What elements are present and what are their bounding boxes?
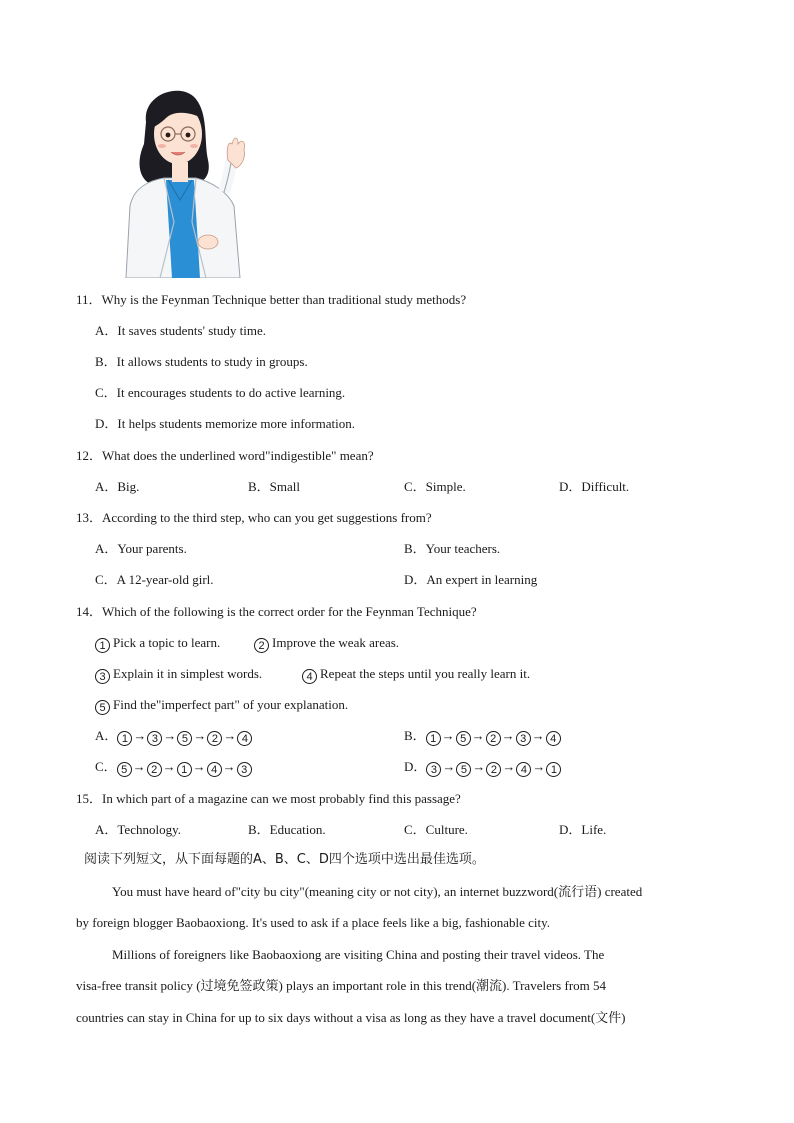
question-15-option-a: A．Technology. [95, 822, 181, 837]
sequence-number: 2 [486, 762, 501, 777]
arrow: → [532, 759, 546, 774]
arrow: → [531, 728, 545, 743]
sequence-number: 1 [177, 762, 192, 777]
step-2 [254, 635, 399, 653]
sequence-number: 3 [516, 731, 531, 746]
arrow: → [222, 759, 236, 774]
question-15-stem: 15．In which part of a magazine can we most probably find this passage? [76, 791, 461, 806]
arrow: → [192, 759, 206, 774]
sequence-number: 1 [426, 731, 441, 746]
sequence-number: 5 [117, 762, 132, 777]
question-12-stem: 12．What does the underlined word"indigestible" mean? [76, 448, 374, 463]
sequence-number: 3 [147, 731, 162, 746]
arrow: → [162, 759, 176, 774]
question-12-option-d: D．Difficult. [559, 479, 630, 494]
sequence-number: 1 [117, 731, 132, 746]
arrow: → [501, 728, 515, 743]
sequence-number: 1 [546, 762, 561, 777]
question-11-option-a: A．It saves students' study time. [95, 323, 266, 338]
question-13-option-a: A．Your parents. [95, 541, 187, 556]
passage-line-5: countries can stay in China for up to six days without a visa as long as they have a travel document(文件) [76, 1010, 626, 1025]
step-text-4: Repeat the steps until you really learn it. [320, 666, 531, 681]
sequence-number: 2 [207, 731, 222, 746]
question-15-option-c: C．Culture. [404, 822, 468, 837]
question-13-option-d: D．An expert in learning [404, 572, 538, 587]
sequence-number: 5 [456, 762, 471, 777]
question-11-option-d: D．It helps students memorize more information. [95, 416, 355, 431]
sequence-number: 4 [516, 762, 531, 777]
question-12-option-c: C．Simple. [404, 479, 466, 494]
question-11-option-c: C．It encourages students to do active learning. [95, 385, 346, 400]
step-4 [302, 666, 530, 684]
step-number-1: 1 [95, 638, 110, 653]
passage-line-1: You must have heard of"city bu city"(meaning city or not city), an internet buzzword(流行语) created [112, 884, 643, 899]
sequence-number: 2 [486, 731, 501, 746]
arrow: → [193, 728, 207, 743]
sequence-number: 3 [426, 762, 441, 777]
question-11-option-b: B．It allows students to study in groups. [95, 354, 308, 369]
sequence-number: 3 [237, 762, 252, 777]
question-14-stem: 14．Which of the following is the correct order for the Feynman Technique? [76, 604, 477, 619]
reading-instruction: 阅读下列短文，从下面每题的A、B、C、D四个选项中选出最佳选项。 [84, 852, 485, 867]
step-number-3: 3 [95, 669, 110, 684]
question-13-stem: 13．According to the third step, who can you get suggestions from? [76, 510, 432, 525]
question-15-option-b: B．Education. [248, 822, 326, 837]
sequence-number: 4 [237, 731, 252, 746]
passage-line-4: visa-free transit policy (过境免签政策) plays an important role in this trend(潮流). Travelers from 54 [76, 978, 607, 993]
option-letter: C． [95, 759, 117, 774]
arrow: → [472, 759, 486, 774]
arrow: → [442, 759, 456, 774]
sequence-number: 5 [177, 731, 192, 746]
option-letter: A． [95, 728, 118, 743]
question-11-stem: 11．Why is the Feynman Technique better than traditional study methods? [76, 292, 467, 307]
arrow: → [132, 759, 146, 774]
question-13-option-b: B．Your teachers. [404, 541, 501, 556]
arrow: → [441, 728, 455, 743]
teacher-illustration [116, 82, 256, 278]
question-14-option-a [95, 728, 255, 746]
arrow: → [471, 728, 485, 743]
question-14-option-b [404, 728, 564, 746]
question-12-option-b: B．Small [248, 479, 301, 494]
step-text-1: Pick a topic to learn. [113, 635, 221, 650]
sequence-number: 4 [207, 762, 222, 777]
step-text-2: Improve the weak areas. [272, 635, 400, 650]
sequence-number: 2 [147, 762, 162, 777]
question-14-option-d [404, 759, 564, 777]
arrow: → [502, 759, 516, 774]
passage-line-2: by foreign blogger Baobaoxiong. It's used to ask if a place feels like a big, fashionable city. [76, 915, 551, 930]
arrow: → [163, 728, 177, 743]
option-letter: B． [404, 728, 426, 743]
step-text-3: Explain it in simplest words. [113, 666, 263, 681]
option-letter: D． [404, 759, 427, 774]
step-number-4: 4 [302, 669, 317, 684]
sequence-number: 4 [546, 731, 561, 746]
step-1 [95, 635, 220, 653]
passage-line-3: Millions of foreigners like Baobaoxiong are visiting China and posting their travel videos. The [112, 947, 605, 962]
step-text-5: Find the"imperfect part" of your explanation. [113, 697, 349, 712]
arrow: → [133, 728, 147, 743]
arrow: → [223, 728, 237, 743]
step-5 [95, 697, 348, 715]
step-number-2: 2 [254, 638, 269, 653]
question-15-option-d: D．Life. [559, 822, 607, 837]
step-3 [95, 666, 262, 684]
question-13-option-c: C．A 12-year-old girl. [95, 572, 214, 587]
question-14-option-c [95, 759, 255, 777]
question-12-option-a: A．Big. [95, 479, 140, 494]
step-number-5: 5 [95, 700, 110, 715]
sequence-number: 5 [456, 731, 471, 746]
